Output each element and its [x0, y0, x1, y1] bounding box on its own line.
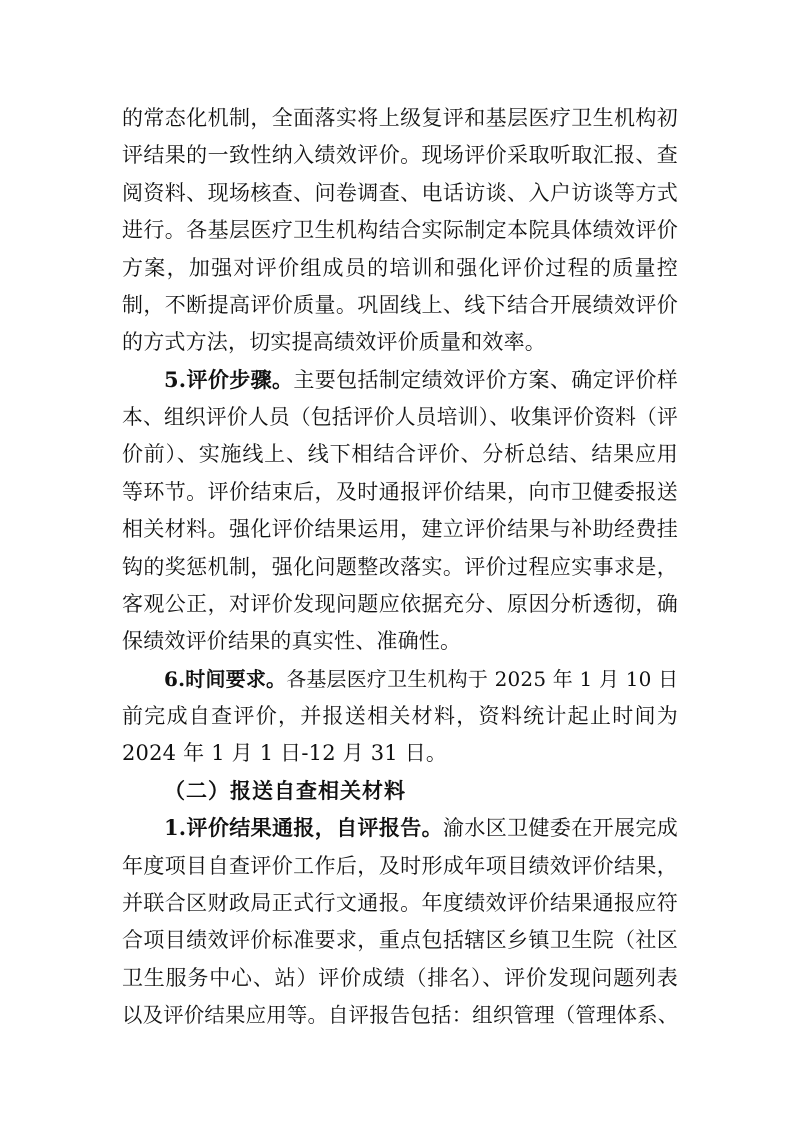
paragraph-line: 年度项目自查评价工作后，及时形成年项目绩效评价结果， [122, 853, 678, 878]
paragraph-line: 进行。各基层医疗卫生机构结合实际制定本院具体绩效评价 [122, 218, 678, 243]
paragraph-line: 2024 年 1 月 1 日-12 月 31 日。 [122, 741, 448, 766]
item-5-text: 主要包括制定绩效评价方案、确定评价样 [293, 367, 678, 392]
paragraph-line: 以及评价结果应用等。自评报告包括：组织管理（管理体系、 [122, 1003, 679, 1027]
item-1-first-line [164, 813, 678, 843]
paragraph-line: 卫生服务中心、站）评价成绩（排名）、评价发现问题列表 [122, 965, 678, 990]
paragraph-line: 客观公正，对评价发现问题应依据充分、原因分析透彻，确 [122, 591, 678, 616]
paragraph-line: 评结果的一致性纳入绩效评价。现场评价采取听取汇报、查 [122, 143, 678, 168]
paragraph-line: 保绩效评价结果的真实性、准确性。 [122, 629, 462, 654]
paragraph-line: 方案，加强对评价组成员的培训和强化评价过程的质量控 [122, 255, 678, 280]
paragraph-line: 价前）、实施线上、线下相结合评价、分析总结、结果应用 [122, 442, 678, 467]
item-6-text: 各基层医疗卫生机构于 2025 年 1 月 10 日 [286, 666, 679, 691]
paragraph-line: 本、组织评价人员（包括评价人员培训）、收集评价资料（评 [122, 405, 678, 429]
paragraph-line: 并联合区财政局正式行文通报。年度绩效评价结果通报应符 [122, 890, 678, 915]
paragraph-line: 相关材料。强化评价结果运用，建立评价结果与补助经费挂 [122, 517, 678, 542]
item-1-text: 渝水区卫健委在开展完成 [443, 816, 678, 841]
paragraph-line: 合项目绩效评价标准要求，重点包括辖区乡镇卫生院（社区 [122, 928, 678, 953]
item-6-first-line [164, 664, 678, 694]
section-heading: （二）报送自查相关材料 [164, 777, 406, 803]
paragraph-line: 阅资料、现场核查、问卷调查、电话访谈、入户访谈等方式 [122, 180, 678, 205]
item-1-title: 1.评价结果通报，自评报告。 [164, 815, 444, 841]
paragraph-line: 的常态化机制，全面落实将上级复评和基层医疗卫生机构初 [122, 106, 678, 130]
paragraph-line: 钩的奖惩机制，强化问题整改落实。评价过程应实事求是， [122, 554, 678, 579]
item-5-first-line [164, 365, 678, 395]
paragraph-line: 的方式方法，切实提高绩效评价质量和效率。 [122, 330, 546, 355]
paragraph-line: 制，不断提高评价质量。巩固线上、线下结合开展绩效评价 [122, 292, 678, 317]
item-5-title: 5.评价步骤。 [164, 366, 294, 392]
paragraph-line: 等环节。评价结束后，及时通报评价结果，向市卫健委报送 [122, 479, 678, 504]
paragraph-line: 前完成自查评价，并报送相关材料，资料统计起止时间为 [122, 704, 678, 728]
item-6-title: 6.时间要求。 [164, 666, 287, 691]
